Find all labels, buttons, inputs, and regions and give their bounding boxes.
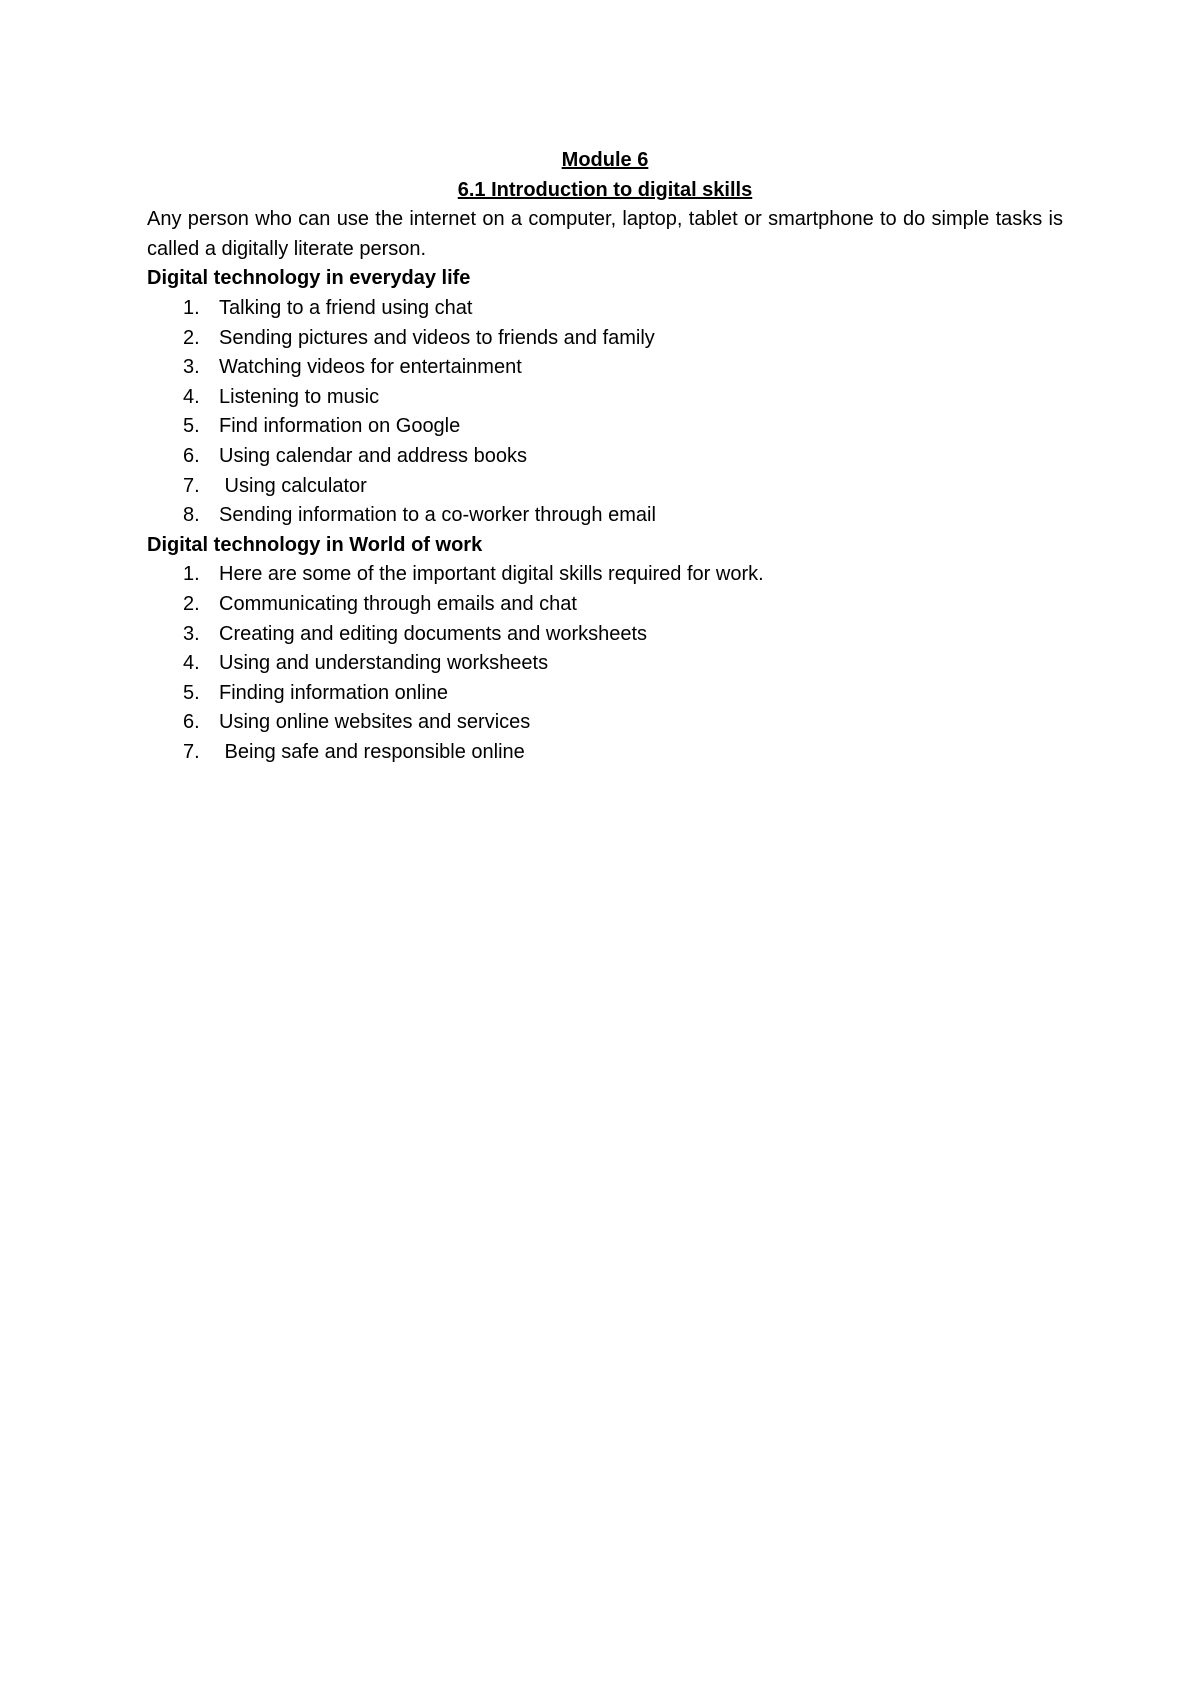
list-item (147, 560, 1063, 590)
list-item-number: 2. (183, 326, 200, 349)
list-item-text: Sending information to a co-worker through email (219, 504, 656, 527)
document-content (147, 146, 1063, 767)
list-item-text: Sending pictures and videos to friends and family (219, 326, 655, 349)
list-item-number: 3. (183, 356, 200, 379)
list-item (147, 324, 1063, 354)
list-item (147, 708, 1063, 738)
list-item-text: Creating and editing documents and worksheets (219, 622, 648, 645)
list-item-number: 6. (183, 444, 200, 467)
list-item-text: Using calendar and address books (219, 444, 527, 467)
list-item-text: Using online websites and services (219, 711, 531, 734)
list-item-text: Find information on Google (219, 415, 461, 438)
list-item-number: 7. (183, 474, 200, 497)
intro-paragraph: Any person who can use the internet on a computer, laptop, tablet or smartphone to do simple tasks is called a digitally literate person. (147, 208, 1063, 260)
list-item-number: 6. (183, 711, 200, 734)
list-item-text: Finding information online (219, 681, 449, 704)
section-title: 6.1 Introduction to digital skills (457, 178, 753, 201)
list-item-number: 4. (183, 385, 200, 408)
list-item-text: Here are some of the important digital skills required for work. (219, 563, 764, 586)
list-item-text: Being safe and responsible online (219, 740, 525, 763)
list-item (147, 383, 1063, 413)
list-item (147, 738, 1063, 768)
list-item-number: 7. (183, 740, 200, 763)
world-of-work-list (147, 560, 1063, 767)
list-item (147, 501, 1063, 531)
list-item-number: 3. (183, 622, 200, 645)
list-item (147, 590, 1063, 620)
everyday-life-list (147, 294, 1063, 531)
list-item (147, 620, 1063, 650)
module-title: Module 6 (561, 149, 649, 171)
list-item (147, 679, 1063, 709)
list-item-number: 5. (183, 415, 200, 438)
list-item-number: 4. (183, 652, 200, 675)
list-item (147, 472, 1063, 502)
list-item-text: Watching videos for entertainment (219, 356, 522, 379)
list-item-number: 8. (183, 504, 200, 527)
list-item-text: Talking to a friend using chat (219, 296, 473, 319)
list-item (147, 649, 1063, 679)
list-item (147, 294, 1063, 324)
list-item-number: 2. (183, 592, 200, 615)
list-item-text: Using calculator (219, 474, 367, 497)
list-item-text: Listening to music (219, 385, 380, 408)
world-of-work-heading: Digital technology in World of work (147, 533, 483, 556)
list-item (147, 412, 1063, 442)
list-item-number: 1. (183, 296, 200, 319)
list-item-text: Communicating through emails and chat (219, 592, 577, 615)
list-item-number: 1. (183, 563, 200, 586)
list-item-number: 5. (183, 681, 200, 704)
list-item (147, 353, 1063, 383)
list-item (147, 442, 1063, 472)
everyday-life-heading: Digital technology in everyday life (147, 267, 471, 290)
list-item-text: Using and understanding worksheets (219, 652, 549, 675)
